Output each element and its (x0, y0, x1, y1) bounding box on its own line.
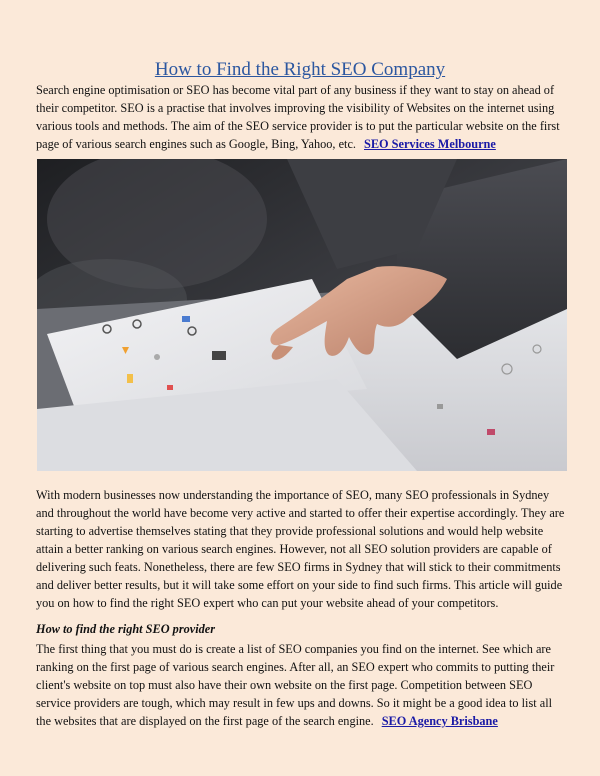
section-heading: How to find the right SEO provider (36, 622, 216, 636)
seo-agency-brisbane-link[interactable]: SEO Agency Brisbane (381, 714, 498, 728)
body-paragraph: With modern businesses now understanding the importance of SEO, many SEO professionals in Sydney and throughout the world have become very active and started to offer their expertise accordingly. They are starting to advertise themselves stating that they provide professional solutions and would help website attain a better ranking on various search engines. However, not all SEO solution providers are capable of delivering such feats. Nonetheless, there are few SEO firms in Sydney that will stick to their commitments and deliver better results, but it will take some effort on your side to find such firms. This article will guide you on how to find the right SEO expert who can put your website ahead of your competitors. (36, 488, 565, 610)
section-text: The first thing that you must do is create a list of SEO companies you find on the internet. See which are ranking on the first page of various search engines. After all, an SEO expert who commits to putting their client's website on top must also have their own website on the first page. Competition between SEO service providers are tough, which may result in few ups and downs. So it might be a good idea to list all the websites that are displayed on the first page of the search engine. (36, 642, 555, 728)
intro-text: Search engine optimisation or SEO has become vital part of any business if they want to stay on ahead of their competitor. SEO is a practise that involves improving the visibility of Websites on the internet using various tools and methods. The aim of the SEO service provider is to put the particular website on the first page of various search engines such as Google, Bing, Yahoo, etc. (36, 83, 560, 151)
article-photo (37, 159, 567, 471)
intro-paragraph (36, 81, 566, 153)
section-paragraph (36, 640, 566, 730)
page-title: How to Find the Right SEO Company (154, 59, 446, 80)
seo-services-melbourne-link[interactable]: SEO Services Melbourne (364, 137, 496, 151)
